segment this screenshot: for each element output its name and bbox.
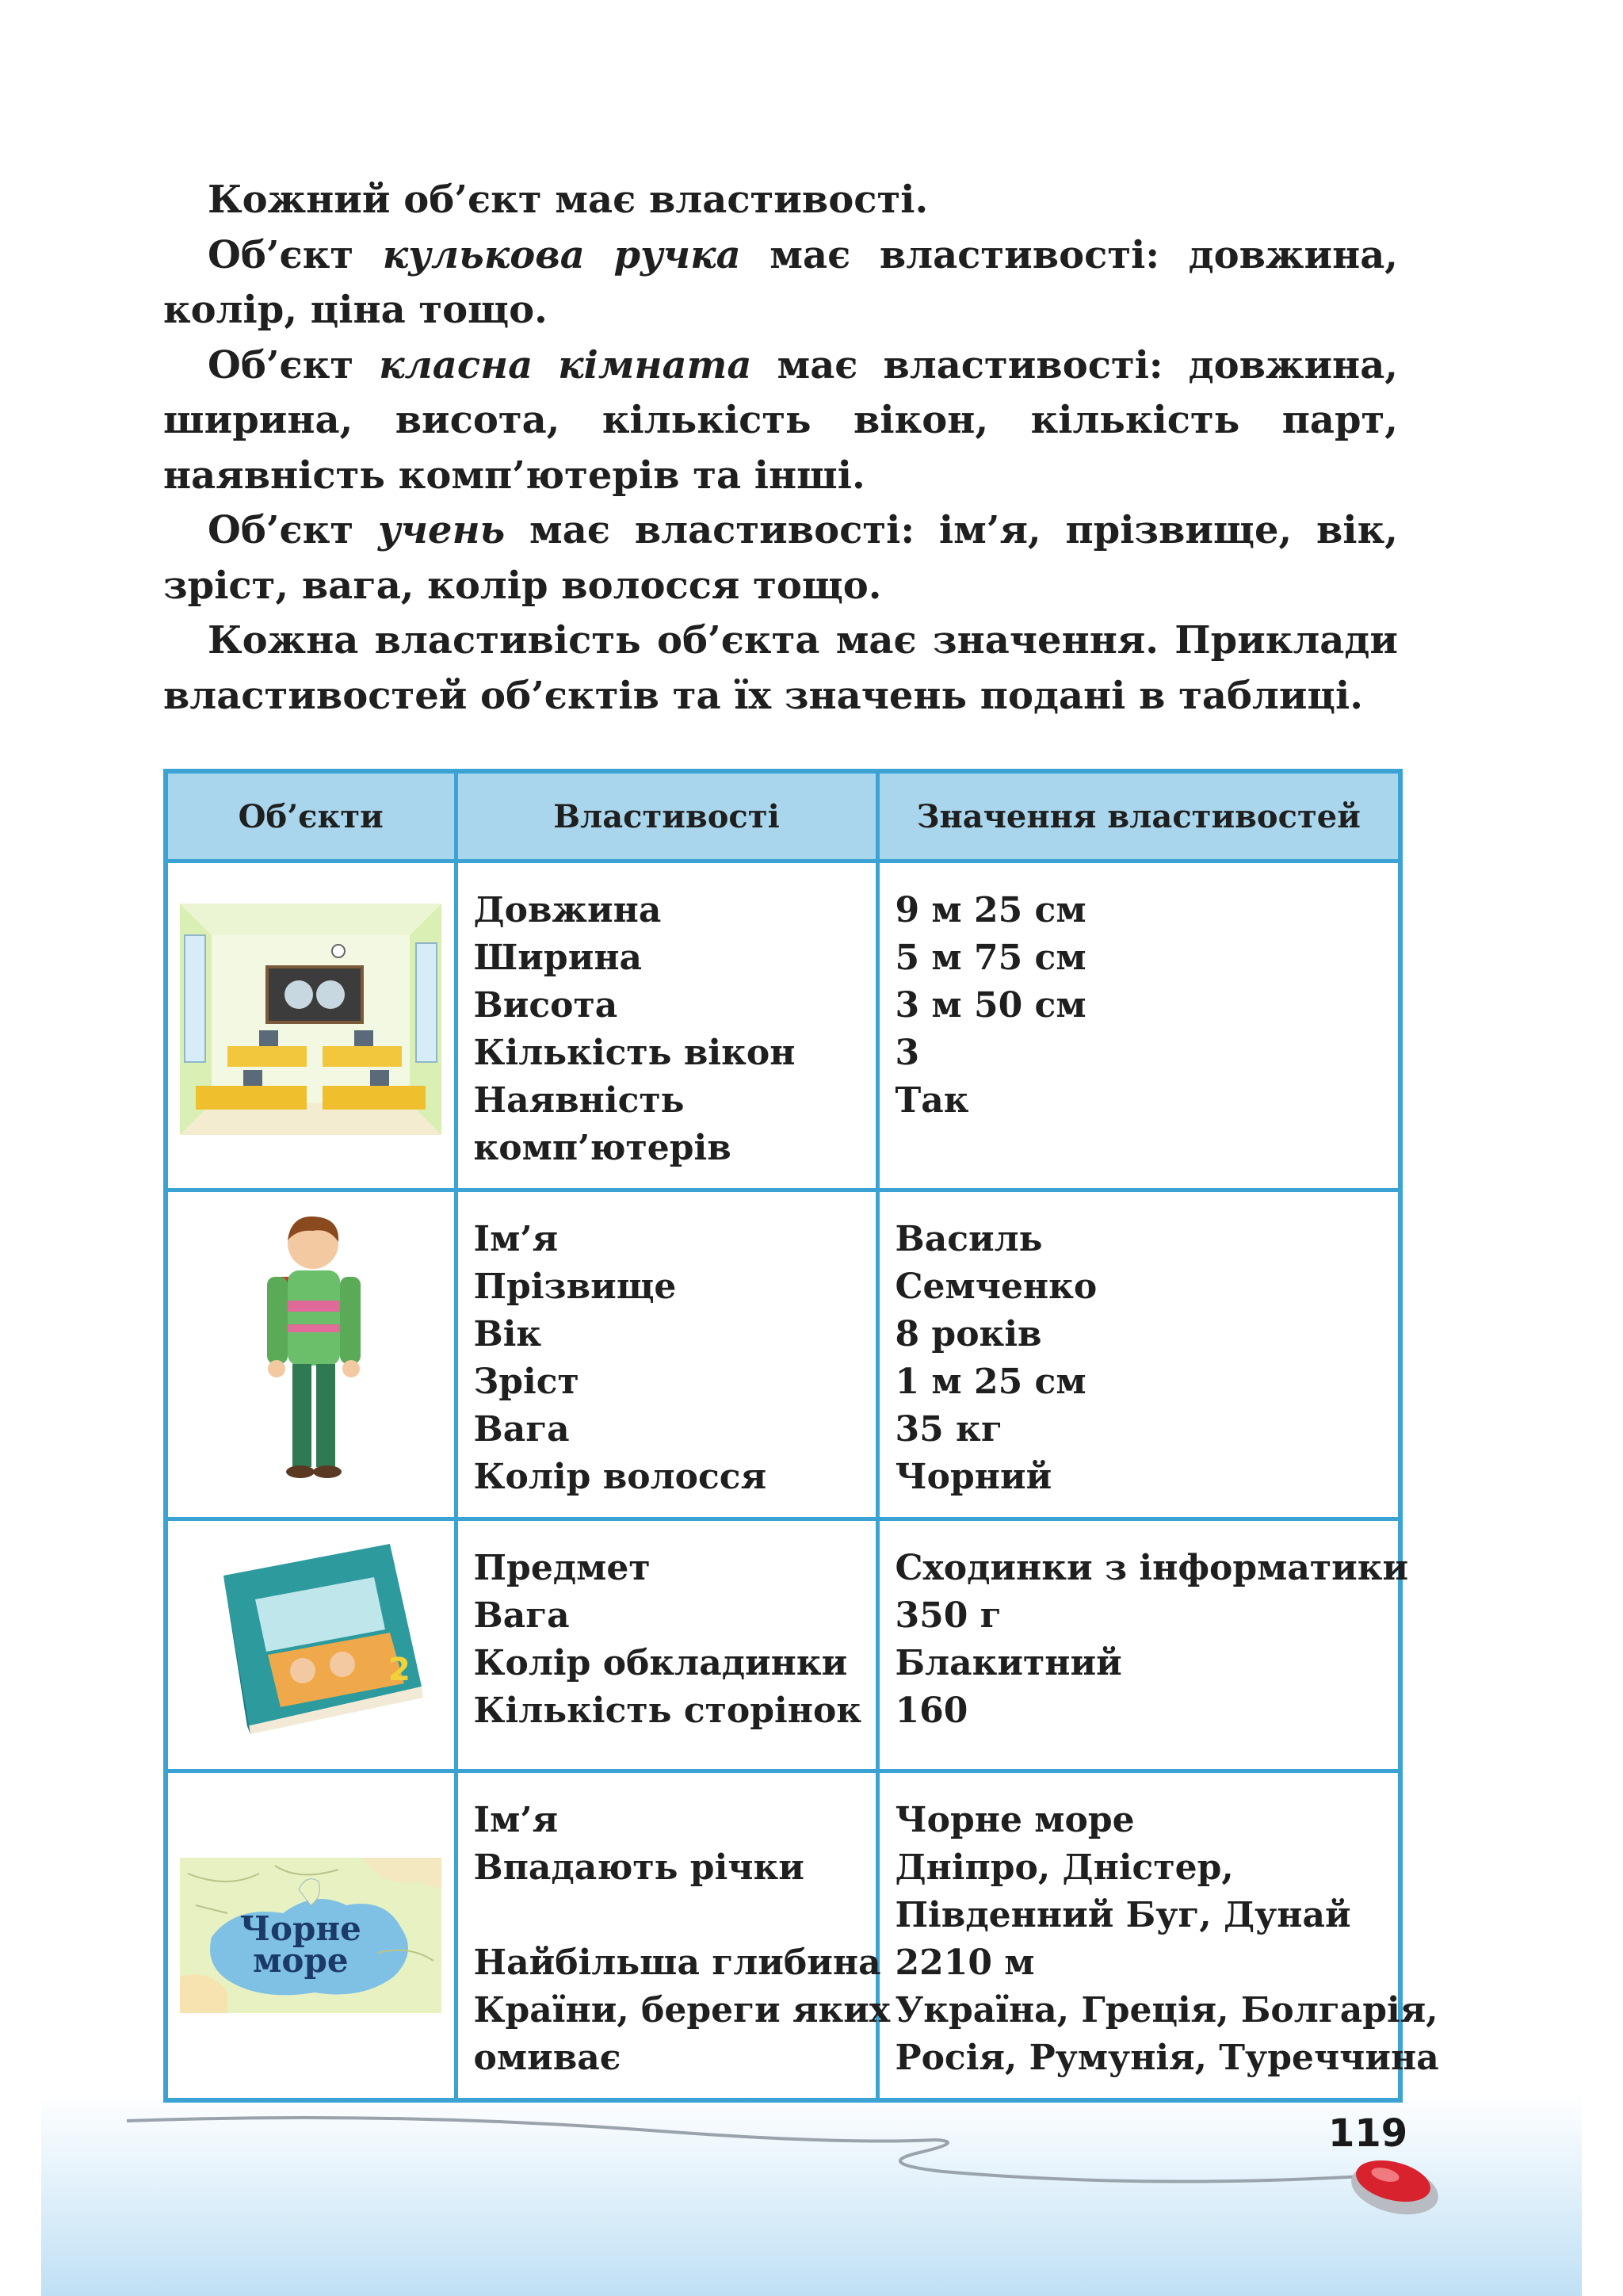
header-objects: Об’єкти bbox=[166, 771, 456, 861]
paragraph-4: Об’єкт учень має властивості: ім’я, прізвище, вік, зріст, вага, колір волосся тощо. bbox=[163, 508, 1398, 608]
header-values: Значення властивостей bbox=[877, 771, 1400, 861]
properties-cell: Предмет Вага Колір обкладинки Кількість сторінок bbox=[456, 1519, 877, 1771]
paragraph-2: Об’єкт кулькова ручка має властивості: довжина, колір, ціна тощо. bbox=[163, 232, 1399, 332]
svg-text:2: 2 bbox=[388, 1651, 411, 1688]
paragraph-1: Кожний об’єкт має властивості. bbox=[208, 178, 929, 222]
properties-cell: Ім’я Впадають річки Найбільша глибина Країни, береги яких омиває bbox=[456, 1771, 877, 2101]
properties-cell: Ім’я Прізвище Вік Зріст Вага Колір волосся bbox=[456, 1190, 877, 1519]
computer-mouse-icon bbox=[1346, 2153, 1443, 2223]
emphasis-pupil: учень bbox=[378, 508, 506, 552]
paragraph-3: Об’єкт класна кімната має властивості: довжина, ширина, висота, кількість вікон, кількість парт, наявність комп’ютерів та інші. bbox=[163, 342, 1398, 498]
page-number: 119 bbox=[1328, 2111, 1408, 2156]
map-label: Чорне море bbox=[239, 1909, 361, 1980]
emphasis-classroom: класна кімната bbox=[379, 342, 752, 388]
mouse-cable bbox=[127, 2118, 1363, 2182]
values-cell: Чорне море Дніпро, Дністер, Південний Буг, Дунай 2210 м Україна, Греція, Болгарія, Росія, Румунія, Туреччина bbox=[877, 1771, 1400, 2101]
paragraph-5: Кожна властивість об’єкта має значення. Приклади властивостей об’єктів та їх значень подані в таблиці. bbox=[163, 618, 1398, 718]
header-properties: Властивості bbox=[456, 771, 877, 861]
values-cell: Сходинки з інформатики 350 г Блакитний 160 bbox=[877, 1519, 1400, 1771]
emphasis-pen: кулькова ручка bbox=[382, 232, 741, 277]
properties-cell: Довжина Ширина Висота Кількість вікон Наявність комп’ютерів bbox=[456, 861, 877, 1190]
values-cell: 9 м 25 см 5 м 75 см 3 м 50 см 3 Так bbox=[877, 861, 1400, 1190]
values-cell: Василь Семченко 8 років 1 м 25 см 35 кг Чорний bbox=[877, 1190, 1400, 1519]
